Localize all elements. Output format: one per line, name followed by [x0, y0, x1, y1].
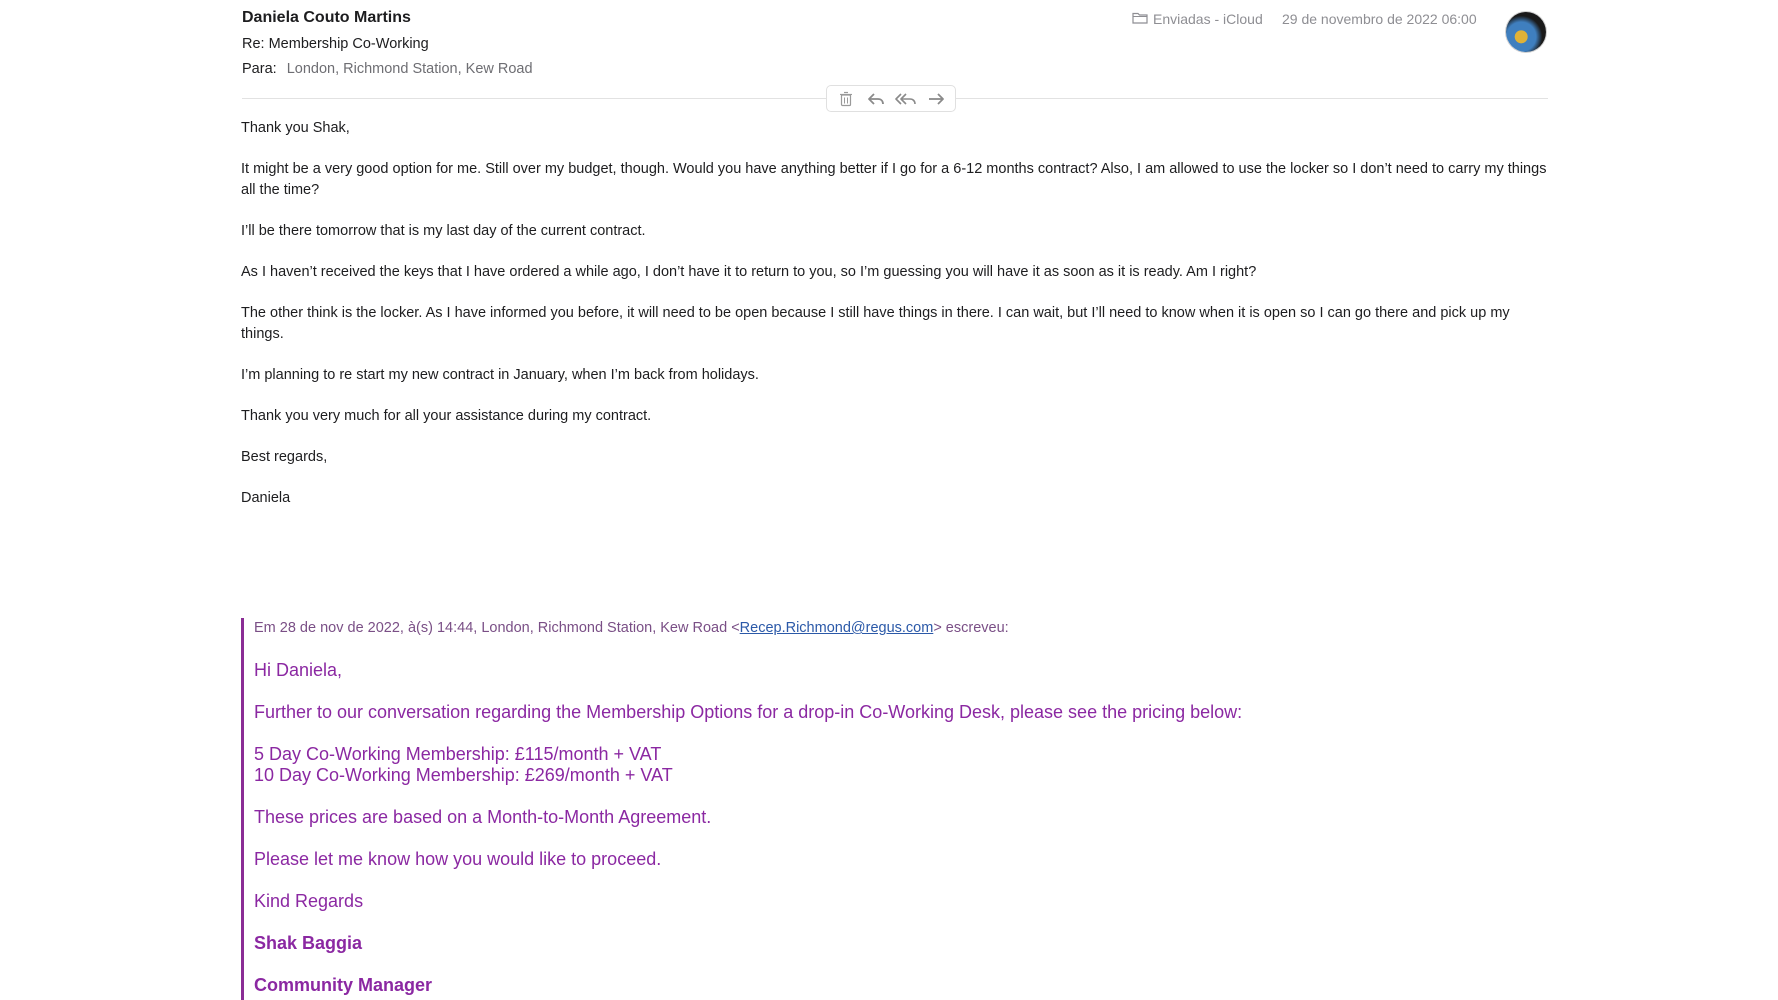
- quoted-note: These prices are based on a Month-to-Month Agreement.: [254, 807, 712, 827]
- quoted-signature-name: Shak Baggia: [254, 933, 363, 953]
- quoted-request: Please let me know how you would like to proceed.: [254, 849, 662, 869]
- quoted-greeting: Hi Daniela,: [254, 660, 343, 680]
- body-paragraph: It might be a very good option for me. Still over my budget, though. Would you have anything better if I go for a 6-12 months contract? Also, I am allowed to use the locker so I don’t need to carry my things all the time?: [241, 161, 1547, 198]
- body-signature: Daniela: [241, 490, 291, 506]
- sender-email-link[interactable]: Recep.Richmond@regus.com: [739, 620, 934, 636]
- forward-icon: [927, 92, 945, 106]
- message-toolbar: [826, 85, 956, 112]
- quoted-message: [241, 618, 1541, 1000]
- recipient-row: [242, 61, 533, 77]
- quoted-intro: Further to our conversation regarding the Membership Options for a drop-in Co-Working Desk, please see the pricing below:: [254, 702, 1243, 722]
- recipient-name[interactable]: London, Richmond Station, Kew Road: [286, 61, 533, 77]
- recipient-label: Para:: [242, 61, 277, 77]
- reply-icon: [867, 92, 885, 106]
- message-date: 29 de novembro de 2022 06:00: [1282, 11, 1477, 27]
- body-closing: Best regards,: [241, 449, 328, 465]
- quoted-closing: Kind Regards: [254, 891, 364, 911]
- forward-button[interactable]: [922, 88, 950, 110]
- mailbox-location[interactable]: [1132, 11, 1263, 27]
- body-greeting: Thank you Shak,: [241, 120, 350, 136]
- mailbox-label: Enviadas - iCloud: [1153, 11, 1263, 27]
- message-body: [241, 118, 1551, 529]
- price-line: 10 Day Co-Working Membership: £269/month + VAT: [254, 765, 673, 785]
- reply-all-icon: [895, 92, 917, 106]
- folder-icon: [1132, 11, 1148, 27]
- delete-button[interactable]: [832, 88, 860, 110]
- message-header: [0, 0, 1778, 100]
- body-paragraph: I’m planning to re start my new contract in January, when I’m back from holidays.: [241, 367, 759, 383]
- message-subject: Re: Membership Co-Working: [242, 36, 429, 52]
- body-paragraph: I’ll be there tomorrow that is my last day of the current contract.: [241, 223, 646, 239]
- body-paragraph: As I haven’t received the keys that I have ordered a while ago, I don’t have it to return to you, so I’m guessing you will have it as soon as it is ready. Am I right?: [241, 264, 1257, 280]
- attribution-prefix: Em 28 de nov de 2022, à(s) 14:44, London, Richmond Station, Kew Road <: [254, 620, 740, 636]
- body-paragraph: The other think is the locker. As I have informed you before, it will need to be open because I still have things in there. I can wait, but I’ll need to know when it is open so I can go there and pick up my things.: [241, 305, 1510, 342]
- reply-all-button[interactable]: [892, 88, 920, 110]
- quote-attribution: [254, 618, 1541, 639]
- quoted-body: [254, 660, 1541, 996]
- quoted-signature-title: Community Manager: [254, 975, 433, 995]
- price-line: 5 Day Co-Working Membership: £115/month + VAT: [254, 744, 662, 764]
- sender-name[interactable]: Daniela Couto Martins: [242, 9, 411, 26]
- reply-button[interactable]: [862, 88, 890, 110]
- attribution-suffix: > escreveu:: [933, 620, 1009, 636]
- avatar[interactable]: [1506, 12, 1546, 52]
- body-paragraph: Thank you very much for all your assistance during my contract.: [241, 408, 652, 424]
- trash-icon: [839, 91, 853, 107]
